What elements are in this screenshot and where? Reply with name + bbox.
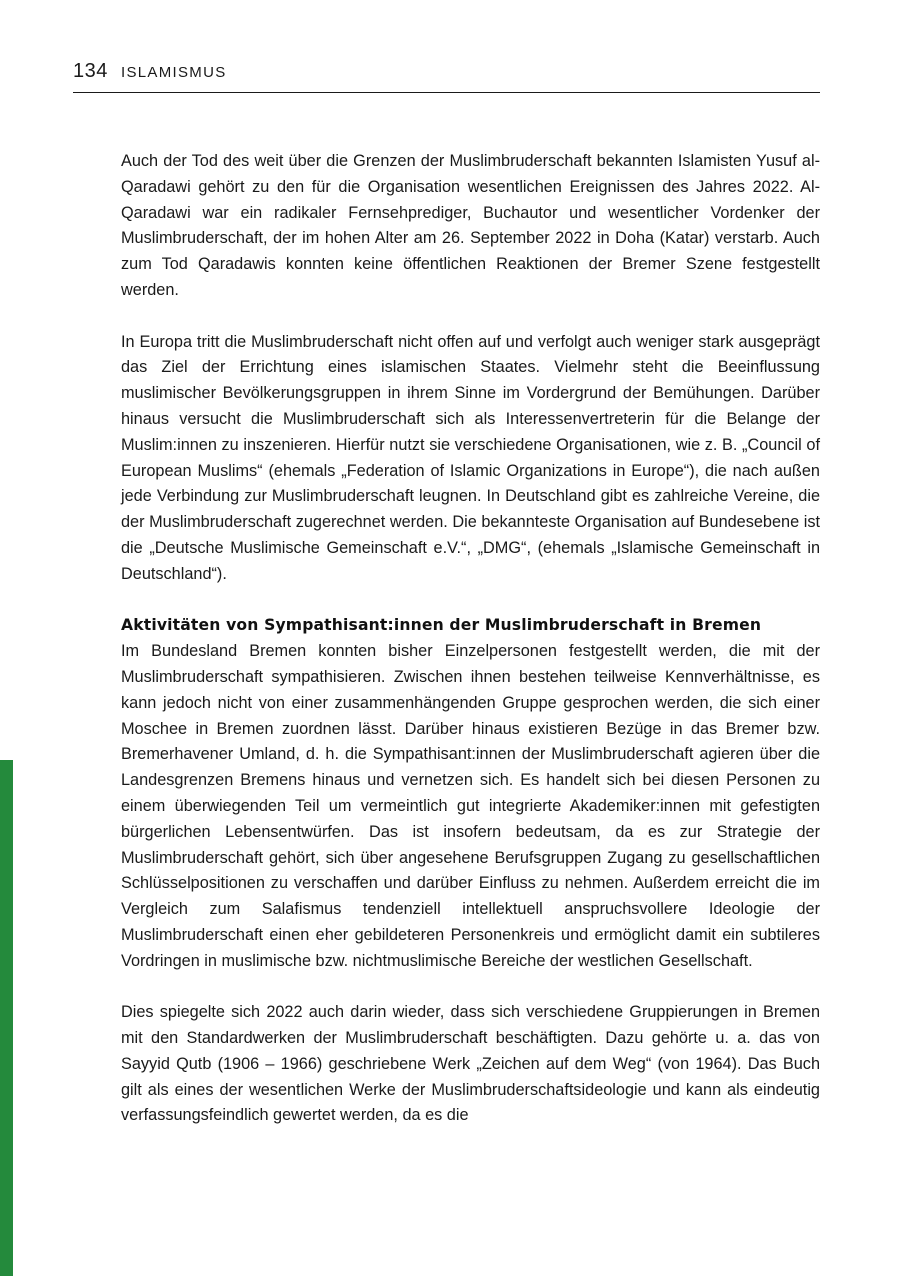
paragraph-qaradawi: Auch der Tod des weit über die Grenzen der Muslimbruderschaft bekannten Islamisten Yusuf al-Qaradawi gehört zu den für die Organisation wesentlichen Ereignissen des Jahres 2022. Al-Qaradawi war ein radikaler Fernsehprediger, Buchautor und wesentlicher Vordenker der Muslimbruderschaft, der im hohen Alter am 26. September 2022 in Doha (Katar) verstarb. Auch zum Tod Qaradawis konnten keine öffentlichen Reaktionen der Bremer Szene festgestellt werden. bbox=[121, 152, 820, 299]
paragraph-standard-works: Dies spiegelte sich 2022 auch darin wieder, dass sich verschiedene Gruppierungen in Bremen mit den Standardwerken der Muslimbruderschaft beschäftigten. Dazu gehörte u. a. das von Sayyid Qutb (1906 – 1966) geschriebene Werk „Zeichen auf dem Weg“ (von 1964). Das Buch gilt als eines der wesentlichen Werke der Muslimbruderschaftsideologie und kann als eindeutig verfassungsfeindlich gewertet werden, da es die bbox=[121, 1003, 820, 1125]
paragraph-europe: In Europa tritt die Muslimbruderschaft nicht offen auf und verfolgt auch weniger stark ausgeprägt das Ziel der Errichtung eines islamischen Staates. Vielmehr steht die Beeinflussung muslimischer Bevölkerungsgruppen in ihrem Sinne im Vordergrund der Bemühungen. Darüber hinaus versucht die Muslimbruderschaft sich als Interessenvertreterin für die Belange der Muslim:innen zu inszenieren. Hierfür nutzt sie verschiedene Organisationen, wie z. B. „Council of European Muslims“ (ehemals „Federation of Islamic Organizations in Europe“), die nach außen jede Verbindung zur Muslimbruderschaft leugnen. In Deutschland gibt es zahlreiche Vereine, die der Muslimbruderschaft zugerechnet werden. Die bekannteste Organisation auf Bundesebene ist die „Deutsche Muslimische Gemeinschaft e.V.“, „DMG“, (ehemals „Islamische Gemeinschaft in Deutschland“). bbox=[121, 332, 820, 583]
chapter-color-bar bbox=[0, 760, 13, 1276]
section-heading: Aktivitäten von Sympathisant:innen der Muslimbruderschaft in Bremen bbox=[121, 616, 762, 635]
running-title: ISLAMISMUS bbox=[121, 64, 227, 81]
page-number: 134 bbox=[73, 60, 108, 82]
page-header bbox=[73, 58, 820, 93]
paragraph-bremen-sympathizers: Im Bundesland Bremen konnten bisher Einzelpersonen festgestellt werden, die mit der Muslimbruderschaft sympathisieren. Zwischen ihnen bestehen teilweise Kennverhältnisse, es kann jedoch nicht von einer zusammenhängenden Gruppe gesprochen werden, die sich einer Moschee in Bremen zuordnen lässt. Darüber hinaus existieren Bezüge in das Bremer bzw. Bremerhavener Umland, d. h. die Sympathisant:innen der Muslimbruderschaft agieren über die Landesgrenzen Bremens hinaus und vernetzen sich. Es handelt sich bei diesen Personen zu einem überwiegenden Teil um vermeintlich gut integrierte Akademiker:innen mit gefestigten bürgerlichen Lebensentwürfen. Das ist insofern bedeutsam, da es zur Strategie der Muslimbruderschaft gehört, sich über angesehene Berufsgruppen Zugang zu gesellschaftlichen Schlüsselpositionen zu verschaffen und darüber Einfluss zu nehmen. Außerdem erreicht die im Vergleich zum Salafismus tendenziell intellektuell anspruchsvollere Ideologie der Muslimbruderschaft einen eher gebildeteren Personenkreis und ermöglicht damit ein subtileres Vordringen in muslimische bzw. nichtmuslimische Bereiche der westlichen Gesellschaft. bbox=[121, 642, 820, 970]
body-text bbox=[121, 149, 820, 1129]
